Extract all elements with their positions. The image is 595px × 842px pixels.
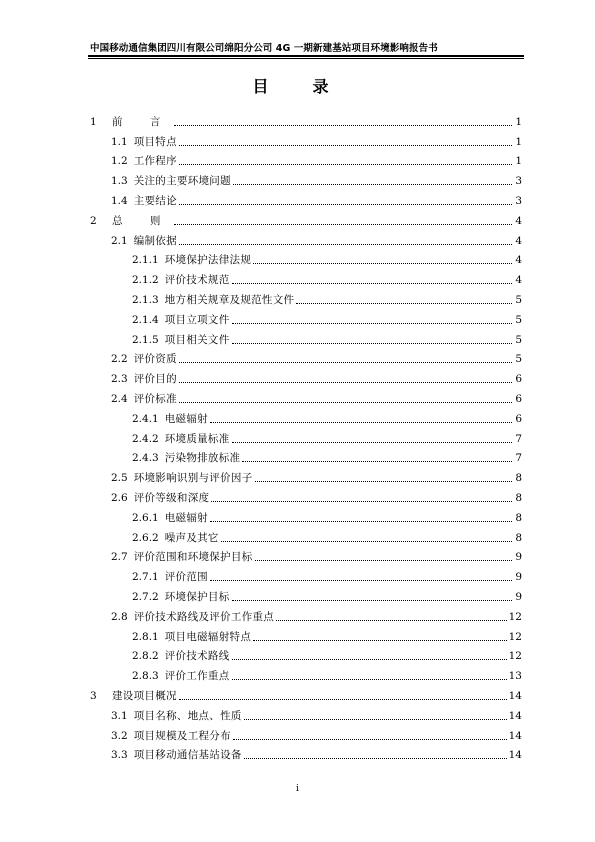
toc-entry-page: 12	[508, 650, 522, 663]
toc-entry-number: 2.7	[111, 551, 128, 564]
toc-entry-number: 3.1	[111, 709, 128, 722]
header-rule-thin	[88, 58, 524, 59]
toc-entry-title: 环境质量标准	[164, 432, 230, 445]
toc-entry-page: 9	[515, 551, 522, 564]
toc-entry-number: 2.1.2	[132, 274, 159, 287]
toc-entry-page: 5	[515, 293, 522, 306]
toc-entry[interactable]	[90, 604, 522, 624]
toc-dot-leader	[242, 460, 512, 462]
toc-entry-number: 2.1.3	[132, 293, 159, 306]
toc-entry-number: 2.1.1	[132, 254, 159, 267]
toc-entry[interactable]	[90, 485, 522, 505]
page-title: 目 录	[252, 77, 343, 96]
toc-dot-leader	[253, 262, 512, 264]
toc-entry-title: 评价等级和深度	[133, 491, 210, 504]
toc-entry-page: 4	[515, 254, 522, 267]
toc-entry-title: 建设项目概况	[112, 689, 177, 702]
toc-entry-page: 14	[508, 729, 522, 742]
toc-entry-title: 编制依据	[133, 234, 177, 247]
toc-entry[interactable]	[90, 564, 522, 584]
toc-entry-number: 2.6.2	[132, 531, 159, 544]
toc-entry-title: 环境影响识别与评价因子	[133, 472, 253, 485]
toc-entry-page: 4	[515, 214, 522, 227]
toc-entry-page: 8	[515, 472, 522, 485]
toc-entry-title: 评价工作重点	[164, 670, 230, 683]
toc-dot-leader	[174, 124, 512, 126]
toc-entry[interactable]	[90, 168, 522, 188]
toc-entry-title: 前 言	[112, 115, 173, 128]
toc-entry-title: 总 则	[112, 214, 173, 227]
toc-dot-leader	[179, 401, 512, 403]
toc-entry-page: 4	[515, 234, 522, 247]
toc-entry-number: 2.3	[111, 373, 128, 386]
toc-dot-leader	[232, 342, 512, 344]
toc-dot-leader	[232, 282, 512, 284]
toc-entry-number: 2.8	[111, 610, 128, 623]
toc-entry-page: 8	[515, 491, 522, 504]
toc-entry-page: 12	[508, 630, 522, 643]
toc-entry[interactable]	[90, 743, 522, 763]
toc-entry-title: 评价技术规范	[164, 274, 230, 287]
toc-entry-number: 2.4.1	[132, 412, 159, 425]
toc-entry-title: 电磁辐射	[164, 511, 208, 524]
toc-dot-leader	[179, 163, 512, 165]
toc-dot-leader	[232, 599, 512, 601]
toc-entry-number: 1.2	[111, 155, 128, 168]
toc-dot-leader	[232, 322, 512, 324]
toc-entry-number: 2	[90, 214, 97, 227]
toc-entry[interactable]	[90, 446, 522, 466]
toc-dot-leader	[210, 421, 512, 423]
toc-dot-leader	[232, 678, 507, 680]
toc-dot-leader	[210, 579, 512, 581]
toc-entry-number: 3.2	[111, 729, 128, 742]
toc-entry-page: 13	[508, 670, 522, 683]
toc-entry-number: 1.4	[111, 194, 128, 207]
toc-entry-page: 4	[515, 274, 522, 287]
toc-entry-title: 评价目的	[133, 373, 177, 386]
toc-dot-leader	[232, 658, 507, 660]
toc-entry-title: 评价范围	[164, 571, 208, 584]
toc-entry-title: 项目电磁辐射特点	[164, 630, 252, 643]
toc-entry-number: 2.4.3	[132, 452, 159, 465]
toc-entry[interactable]	[90, 545, 522, 565]
page-number: i	[296, 784, 299, 794]
toc-entry-page: 3	[515, 194, 522, 207]
toc-entry-title: 工作程序	[133, 155, 177, 168]
toc-entry-page: 7	[515, 432, 522, 445]
toc-entry-title: 项目规模及工程分布	[133, 729, 231, 742]
toc-entry[interactable]	[90, 683, 522, 703]
toc-entry[interactable]	[90, 366, 522, 386]
toc-entry-number: 3	[90, 689, 97, 702]
toc-entry[interactable]	[90, 584, 522, 604]
toc-entry-title: 关注的主要环境问题	[133, 175, 231, 188]
toc-entry[interactable]	[90, 188, 522, 208]
toc-dot-leader	[179, 381, 512, 383]
toc-entry[interactable]	[90, 723, 522, 743]
toc-entry[interactable]	[90, 307, 522, 327]
toc-entry[interactable]	[90, 327, 522, 347]
toc-entry-title: 评价技术路线及评价工作重点	[133, 610, 275, 623]
toc-entry-title: 环境保护目标	[164, 590, 230, 603]
toc-dot-leader	[255, 480, 512, 482]
toc-entry-page: 12	[508, 610, 522, 623]
toc-dot-leader	[210, 520, 512, 522]
toc-entry-page: 8	[515, 511, 522, 524]
toc-entry-number: 2.8.3	[132, 670, 159, 683]
toc-entry-number: 2.4.2	[132, 432, 159, 445]
toc-entry[interactable]	[90, 347, 522, 367]
toc-entry-title: 评价资质	[133, 353, 177, 366]
toc-entry[interactable]	[90, 129, 522, 149]
toc-entry[interactable]	[90, 624, 522, 644]
toc-entry-page: 8	[515, 531, 522, 544]
toc-entry-page: 9	[515, 571, 522, 584]
toc-entry-title: 项目相关文件	[164, 333, 230, 346]
toc-entry-number: 2.7.2	[132, 590, 159, 603]
toc-entry-title: 污染物排放标准	[164, 452, 241, 465]
toc-entry[interactable]	[90, 208, 522, 228]
toc-entry[interactable]	[90, 287, 522, 307]
toc-entry-title: 评价范围和环境保护目标	[133, 551, 253, 564]
toc-entry-page: 5	[515, 313, 522, 326]
toc-entry[interactable]	[90, 149, 522, 169]
toc-entry-number: 2.1	[111, 234, 128, 247]
toc-entry[interactable]	[90, 386, 522, 406]
toc-entry-page: 14	[508, 749, 522, 762]
document-header: 中国移动通信集团四川有限公司绵阳分公司 4G 一期新建基站项目环境影响报告书	[90, 43, 438, 54]
toc-entry-title: 评价技术路线	[164, 650, 230, 663]
toc-entry-number: 2.4	[111, 392, 128, 405]
toc-entry-number: 2.2	[111, 353, 128, 366]
toc-entry-title: 项目移动通信基站设备	[133, 749, 242, 762]
toc-dot-leader	[179, 361, 512, 363]
header-rule	[88, 55, 524, 57]
toc-entry-page: 6	[515, 392, 522, 405]
table-of-contents	[90, 109, 522, 762]
toc-entry-page: 6	[515, 412, 522, 425]
toc-entry-number: 2.1.4	[132, 313, 159, 326]
toc-entry-page: 6	[515, 373, 522, 386]
toc-entry-number: 1.1	[111, 135, 128, 148]
toc-entry-title: 评价标准	[133, 392, 177, 405]
toc-entry-number: 2.5	[111, 472, 128, 485]
toc-dot-leader	[296, 302, 512, 304]
toc-dot-leader	[221, 540, 512, 542]
toc-dot-leader	[232, 441, 512, 443]
toc-dot-leader	[244, 718, 507, 720]
toc-entry-title: 电磁辐射	[164, 412, 208, 425]
toc-entry-page: 7	[515, 452, 522, 465]
toc-entry[interactable]	[90, 406, 522, 426]
toc-dot-leader	[255, 559, 512, 561]
toc-entry[interactable]	[90, 525, 522, 545]
toc-entry[interactable]	[90, 663, 522, 683]
toc-dot-leader	[244, 757, 507, 759]
toc-entry[interactable]	[90, 426, 522, 446]
toc-dot-leader	[211, 500, 512, 502]
toc-entry-page: 3	[515, 175, 522, 188]
toc-entry-title: 项目立项文件	[164, 313, 230, 326]
toc-entry[interactable]	[90, 703, 522, 723]
toc-entry-title: 环境保护法律法规	[164, 254, 252, 267]
toc-entry-title: 项目名称、地点、性质	[133, 709, 242, 722]
toc-entry-page: 14	[508, 689, 522, 702]
toc-entry[interactable]	[90, 228, 522, 248]
toc-entry[interactable]	[90, 248, 522, 268]
toc-entry-number: 2.6.1	[132, 511, 159, 524]
toc-dot-leader	[179, 144, 512, 146]
toc-entry-page: 1	[515, 155, 522, 168]
toc-dot-leader	[179, 698, 507, 700]
toc-entry-page: 1	[515, 115, 522, 128]
toc-dot-leader	[233, 183, 512, 185]
toc-entry-title: 主要结论	[133, 194, 177, 207]
toc-entry-number: 2.8.2	[132, 650, 159, 663]
toc-entry-number: 2.1.5	[132, 333, 159, 346]
toc-dot-leader	[253, 639, 507, 641]
toc-entry-number: 2.7.1	[132, 571, 159, 584]
toc-entry-page: 9	[515, 590, 522, 603]
toc-dot-leader	[174, 223, 512, 225]
toc-entry-title: 噪声及其它	[164, 531, 219, 544]
toc-entry-page: 14	[508, 709, 522, 722]
toc-entry-number: 3.3	[111, 749, 128, 762]
toc-entry-page: 5	[515, 333, 522, 346]
toc-entry[interactable]	[90, 109, 522, 129]
toc-entry[interactable]	[90, 465, 522, 485]
toc-entry-number: 1	[90, 115, 97, 128]
toc-entry-number: 1.3	[111, 175, 128, 188]
toc-entry-number: 2.8.1	[132, 630, 159, 643]
toc-entry-title: 项目特点	[133, 135, 177, 148]
toc-entry[interactable]	[90, 644, 522, 664]
toc-dot-leader	[276, 619, 507, 621]
toc-entry-page: 1	[515, 135, 522, 148]
toc-dot-leader	[233, 738, 507, 740]
toc-dot-leader	[179, 243, 512, 245]
toc-entry[interactable]	[90, 267, 522, 287]
toc-entry[interactable]	[90, 505, 522, 525]
toc-entry-page: 5	[515, 353, 522, 366]
toc-dot-leader	[179, 203, 512, 205]
toc-entry-title: 地方相关规章及规范性文件	[164, 293, 295, 306]
toc-entry-number: 2.6	[111, 491, 128, 504]
